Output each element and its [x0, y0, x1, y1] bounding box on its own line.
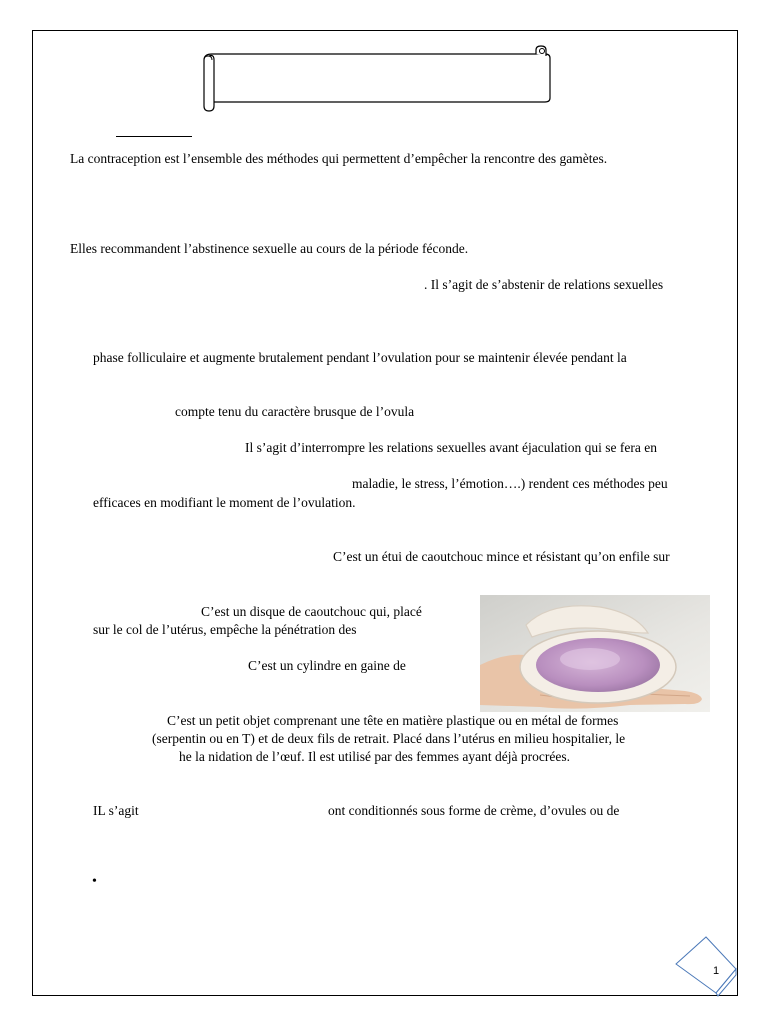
paragraph-withdrawal: Il s’agit d’interrompre les relations sexuelles avant éjaculation qui se fera en [245, 440, 657, 455]
paragraph-iud-line3: he la nidation de l’œuf. Il est utilisé par des femmes ayant déjà procrées. [179, 749, 570, 764]
paragraph-temperature: phase folliculaire et augmente brutalement pendant l’ovulation pour se maintenir élevée pendant la [93, 350, 627, 365]
paragraph-spermicide-end: ont conditionnés sous forme de crème, d’ovules ou de [328, 803, 620, 818]
paragraph-diaphragm-line1: C’est un disque de caoutchouc qui, placé [201, 604, 422, 619]
page-number: 1 [712, 965, 720, 977]
paragraph-definition: La contraception est l’ensemble des méthodes qui permettent d’empêcher la rencontre des gamètes. [70, 151, 608, 166]
bullet-point: • [92, 874, 97, 889]
paragraph-factors-line2: efficaces en modifiant le moment de l’ovulation. [93, 495, 356, 510]
paragraph-factors-line1: maladie, le stress, l’émotion….) rendent ces méthodes peu [352, 476, 668, 491]
heading-underline [116, 136, 192, 137]
diaphragm-photo [480, 595, 710, 712]
paragraph-iud-line2: (serpentin ou en T) et de deux fils de retrait. Placé dans l’utérus en milieu hospitalier, le [152, 731, 626, 746]
paragraph-ovulation: compte tenu du caractère brusque de l’ovula [175, 404, 415, 419]
page-border [32, 30, 738, 996]
diamond-page-number-icon [672, 935, 740, 997]
paragraph-diaphragm-line2: sur le col de l’utérus, empêche la pénétration des [93, 622, 357, 637]
paragraph-abstinence: . Il s’agit de s’abstenir de relations sexuelles [424, 277, 664, 292]
paragraph-iud-line1: C’est un petit objet comprenant une tête en matière plastique ou en métal de formes [167, 713, 619, 728]
paragraph-condom: C’est un étui de caoutchouc mince et résistant qu’on enfile sur [333, 549, 670, 564]
scroll-banner-icon [200, 44, 556, 114]
paragraph-spermicide-start: IL s’agit [93, 803, 139, 818]
paragraph-cylinder: C’est un cylindre en gaine de [248, 658, 406, 673]
paragraph-natural-methods: Elles recommandent l’abstinence sexuelle au cours de la période féconde. [70, 241, 469, 256]
